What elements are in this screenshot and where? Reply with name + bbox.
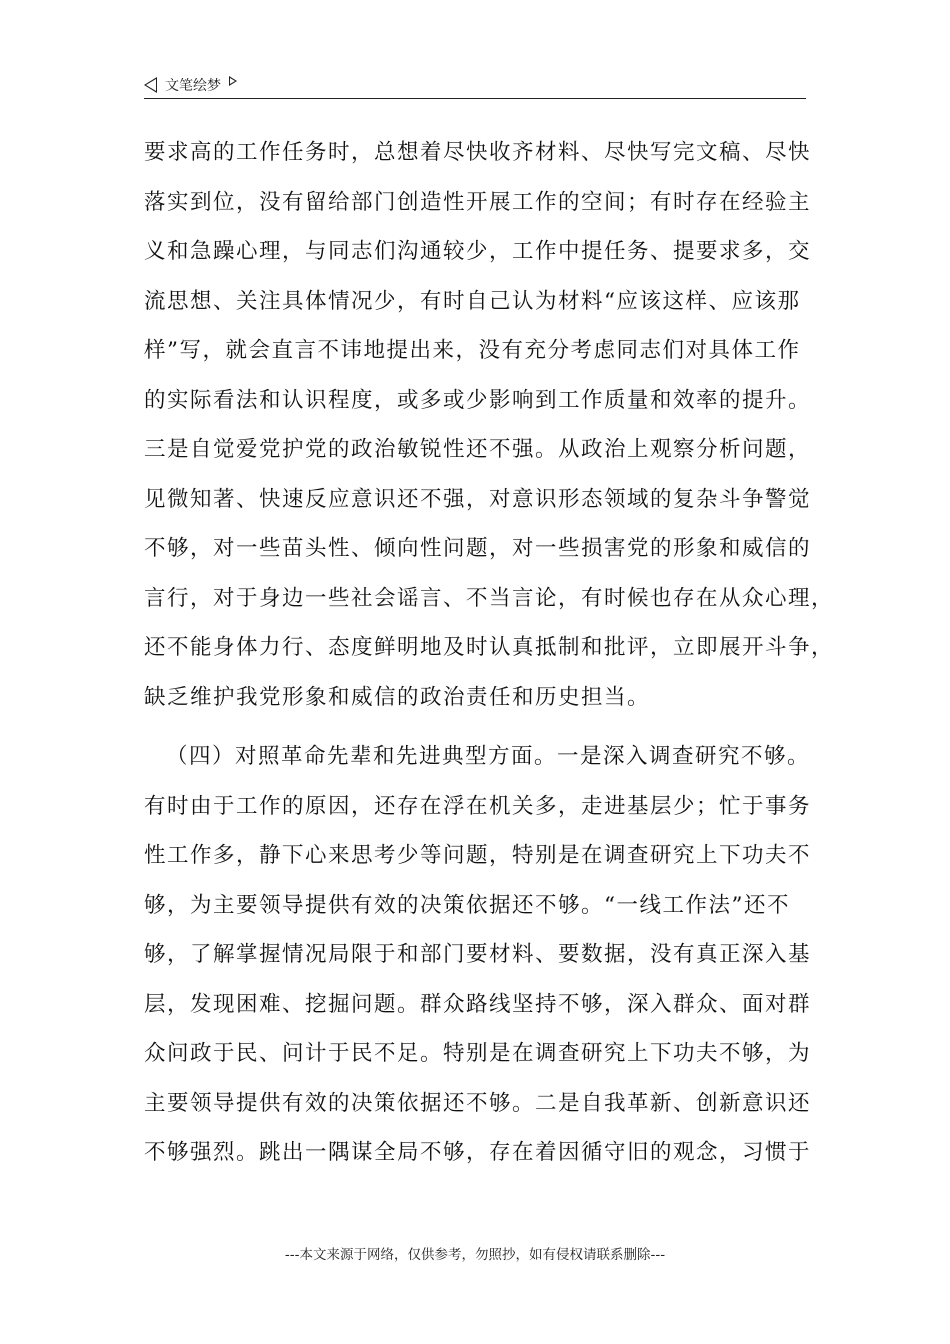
text-line: 层，发现困难、挖掘问题。群众路线坚持不够，深入群众、面对群: [144, 991, 812, 1017]
text-line: 缺乏维护我党形象和威信的政治责任和历史担当。: [144, 684, 651, 710]
text-line: 性工作多，静下心来思考少等问题，特别是在调查研究上下功夫不: [144, 843, 812, 868]
header-title: 文笔绘梦: [165, 78, 221, 94]
text-line: 言行，对于身边一些社会谣言、不当言论，有时候也存在从众心理，: [144, 585, 835, 611]
triangle-left-icon: [144, 77, 157, 93]
text-line: 不够，对一些苗头性、倾向性问题，对一些损害党的形象和威信的: [144, 536, 812, 561]
text-line: 够，为主要领导提供有效的决策依据还不够。“一线工作法”还不: [144, 892, 790, 918]
text-line: 义和急躁心理，与同志们沟通较少，工作中提任务、提要求多，交: [144, 239, 812, 264]
text-line: 够，了解掌握情况局限于和部门要材料、要数据，没有真正深入基: [144, 942, 812, 967]
text-line: 有时由于工作的原因，还存在浮在机关多，走进基层少；忙于事务: [144, 793, 812, 819]
page-footer: ---本文来源于网络，仅供参考，勿照抄，如有侵权请联系删除---: [284, 1247, 666, 1263]
document-body: [144, 128, 835, 1178]
text-line: 还不能身体力行、态度鲜明地及时认真抵制和批评，立即展开斗争，: [144, 635, 835, 660]
page-header: [144, 72, 806, 99]
text-line: 不够强烈。跳出一隅谋全局不够，存在着因循守旧的观念，习惯于: [144, 1140, 812, 1165]
triangle-right-icon: [229, 76, 237, 86]
text-line: 的实际看法和认识程度，或多或少影响到工作质量和效率的提升。: [144, 387, 812, 413]
text-line: 流思想、关注具体情况少，有时自己认为材料“应该这样、应该那: [144, 288, 801, 314]
text-line: 见微知著、快速反应意识还不强，对意识形态领域的复杂斗争警觉: [144, 486, 812, 512]
text-line: 三是自觉爱党护党的政治敏锐性还不强。从政治上观察分析问题，: [144, 437, 812, 462]
text-line: 要求高的工作任务时，总想着尽快收齐材料、尽快写完文稿、尽快: [144, 140, 812, 165]
text-line: 众问政于民、问计于民不足。特别是在调查研究上下功夫不够，为: [144, 1041, 812, 1066]
text-line: 样”写，就会直言不讳地提出来，没有充分考虑同志们对具体工作: [144, 338, 801, 363]
text-line: （四）对照革命先辈和先进典型方面。一是深入调查研究不够。: [166, 744, 811, 769]
text-line: 主要领导提供有效的决策依据还不够。二是自我革新、创新意识还: [144, 1090, 812, 1116]
text-line: 落实到位，没有留给部门创造性开展工作的空间；有时存在经验主: [144, 189, 812, 215]
paragraph-gap: [144, 722, 812, 732]
